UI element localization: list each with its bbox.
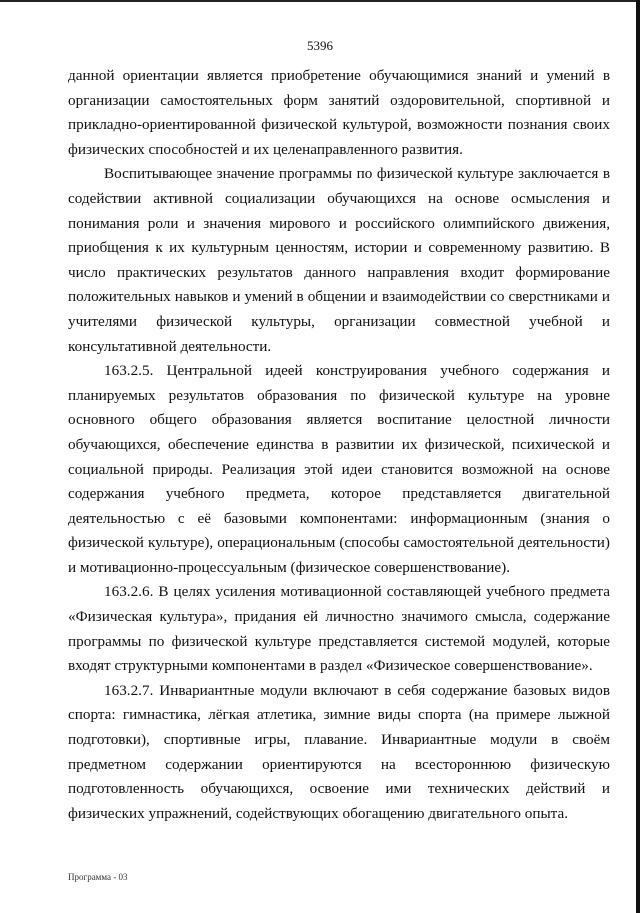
- paragraph-continuation: данной ориентации является приобретение обучающимися знаний и умений в организации самостоятельных форм занятий оздоровительной, спортивной и прикладно-ориентированной физической культурой, возможности познания своих физических способностей и их целенаправленного развития.: [68, 67, 610, 158]
- paragraph-163-2-7: 163.2.7. Инвариантные модули включают в себя содержание базовых видов спорта: гимнастика, лёгкая атлетика, зимние виды спорта (на примере лыжной подготовки), спортивные игры, плавание. Инвариантные модули в своём предметном содержании ориентируются на всестороннюю физическую подготовленность обучающихся, освоение ими технических действий и физических упражнений, содействующих обогащению двигательного опыта.: [68, 681, 610, 822]
- scan-edge-top: [0, 0, 640, 2]
- paragraph-upbringing: Воспитывающее значение программы по физической культуре заключается в содействии активной социализации обучающихся на основе осмысления и понимания роли и значения мирового и российского олимпийского движения, приобщения к их культурным ценностям, истории и современному развитию. В число практических результатов данного направления входит формирование положительных навыков и умений в общении и взаимодействии со сверстниками и учителями физической культуры, организации совместной учебной и консультативной деятельности.: [68, 165, 610, 355]
- paragraph-163-2-5: 163.2.5. Центральной идеей конструирования учебного содержания и планируемых результатов образования по физической культуре на уровне основного общего образования является воспитание целостной личности обучающихся, обеспечение единства в развитии их физической, психической и социальной природы. Реализация этой идеи становится возможной на основе содержания учебного предмета, которое представляется двигательной деятельностью с её базовыми компонентами: информационным (знания о физической культуре), операциональным (способы самостоятельной деятельности) и мотивационно-процессуальным (физическое совершенствование).: [68, 362, 610, 576]
- scan-edge-right: [636, 0, 640, 913]
- page-number: 5396: [307, 38, 333, 53]
- paragraph-163-2-6: 163.2.6. В целях усиления мотивационной составляющей учебного предмета «Физическая культура», придания ей личностно значимого смысла, содержание программы по физической культуре представляется системой модулей, которые входят структурными компонентами в раздел «Физическое совершенствование».: [68, 583, 610, 675]
- footer-label: Программа - 03: [68, 872, 128, 882]
- document-body: [68, 64, 610, 826]
